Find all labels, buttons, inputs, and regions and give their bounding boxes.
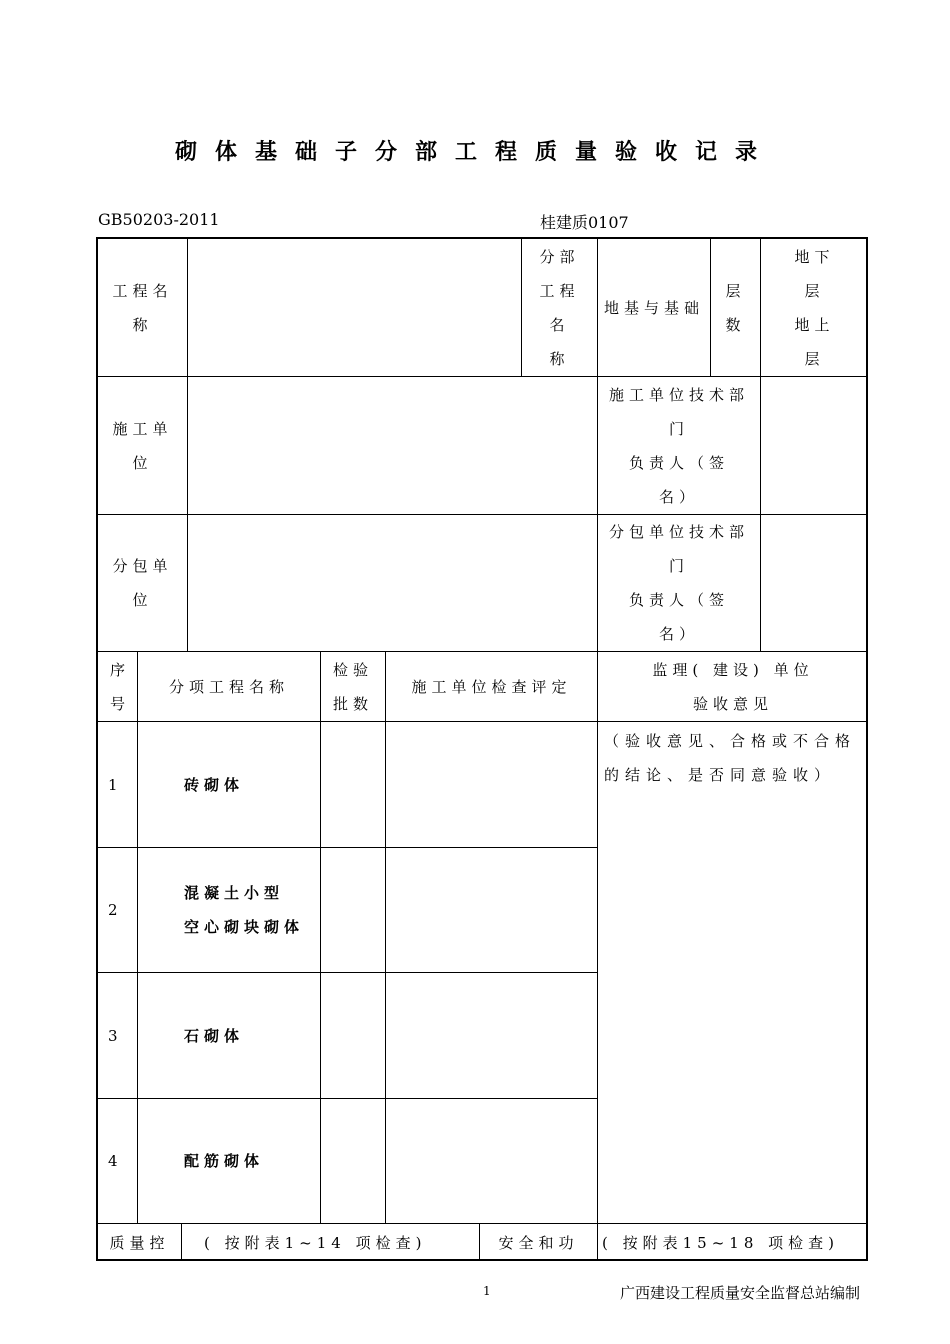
item-row-1-no: 1 (98, 722, 138, 848)
subdivision-value: 地基与基础 (598, 239, 711, 377)
item-row-2-name: 混凝土小型 空心砌块砌体 (138, 848, 321, 973)
col-header-supervisor-opinion: 监理( 建设) 单位 验收意见 (598, 652, 868, 722)
col-header-contractor-eval: 施工单位检查评定 (386, 652, 598, 722)
contractor-field[interactable] (188, 377, 598, 515)
item-row-1-eval[interactable] (386, 722, 598, 848)
item-row-4-no: 4 (98, 1099, 138, 1224)
item-row-4-eval[interactable] (386, 1099, 598, 1224)
quality-control-note: ( 按附表1~14 项检查) (182, 1224, 480, 1261)
project-name-field[interactable] (188, 239, 522, 377)
supervisor-opinion-field[interactable]: （验收意见、合格或不合格的结论、是否同意验收） (598, 722, 868, 1224)
project-name-label: 工程名 称 (98, 239, 188, 377)
contractor-label: 施工单 位 (98, 377, 188, 515)
standard-code: GB50203-2011 (98, 210, 220, 229)
col-header-no: 序 号 (98, 652, 138, 722)
item-row-2-no: 2 (98, 848, 138, 973)
publisher-note: 广西建设工程质量安全监督总站编制 (620, 1284, 861, 1302)
quality-control-label: 质量控 (98, 1224, 182, 1261)
item-row-4-name: 配筋砌体 (138, 1099, 321, 1224)
floors-label: 层 数 (711, 239, 761, 377)
item-row-3-name: 石砌体 (138, 973, 321, 1099)
subcontractor-field[interactable] (188, 515, 598, 652)
subcontractor-label: 分包单 位 (98, 515, 188, 652)
item-row-1-batches[interactable] (321, 722, 386, 848)
page-number: 1 (483, 1284, 491, 1298)
item-row-2-eval[interactable] (386, 848, 598, 973)
col-header-item-name: 分项工程名称 (138, 652, 321, 722)
subdivision-label: 分部 工程 名 称 (522, 239, 598, 377)
item-row-3-batches[interactable] (321, 973, 386, 1099)
acceptance-form-table (96, 237, 868, 1261)
item-row-3-eval[interactable] (386, 973, 598, 1099)
contractor-tech-head-label: 施工单位技术部 门 负责人（签 名） (598, 377, 761, 515)
item-row-3-no: 3 (98, 973, 138, 1099)
col-header-batches: 检验 批数 (321, 652, 386, 722)
subcontractor-tech-head-label: 分包单位技术部 门 负责人（签 名） (598, 515, 761, 652)
form-code: 桂建质0107 (540, 213, 629, 232)
document-title: 砌体基础子分部工程质量验收记录 (174, 140, 775, 165)
floors-value[interactable]: 地下 层 地上 层 (761, 239, 868, 377)
safety-function-note: ( 按附表15~18 项检查) (602, 1233, 839, 1252)
contractor-tech-head-signature[interactable] (761, 377, 868, 515)
safety-function-label: 安全和功 (480, 1224, 598, 1261)
item-row-2-batches[interactable] (321, 848, 386, 973)
item-row-4-batches[interactable] (321, 1099, 386, 1224)
subcontractor-tech-head-signature[interactable] (761, 515, 868, 652)
item-row-1-name: 砖砌体 (138, 722, 321, 848)
